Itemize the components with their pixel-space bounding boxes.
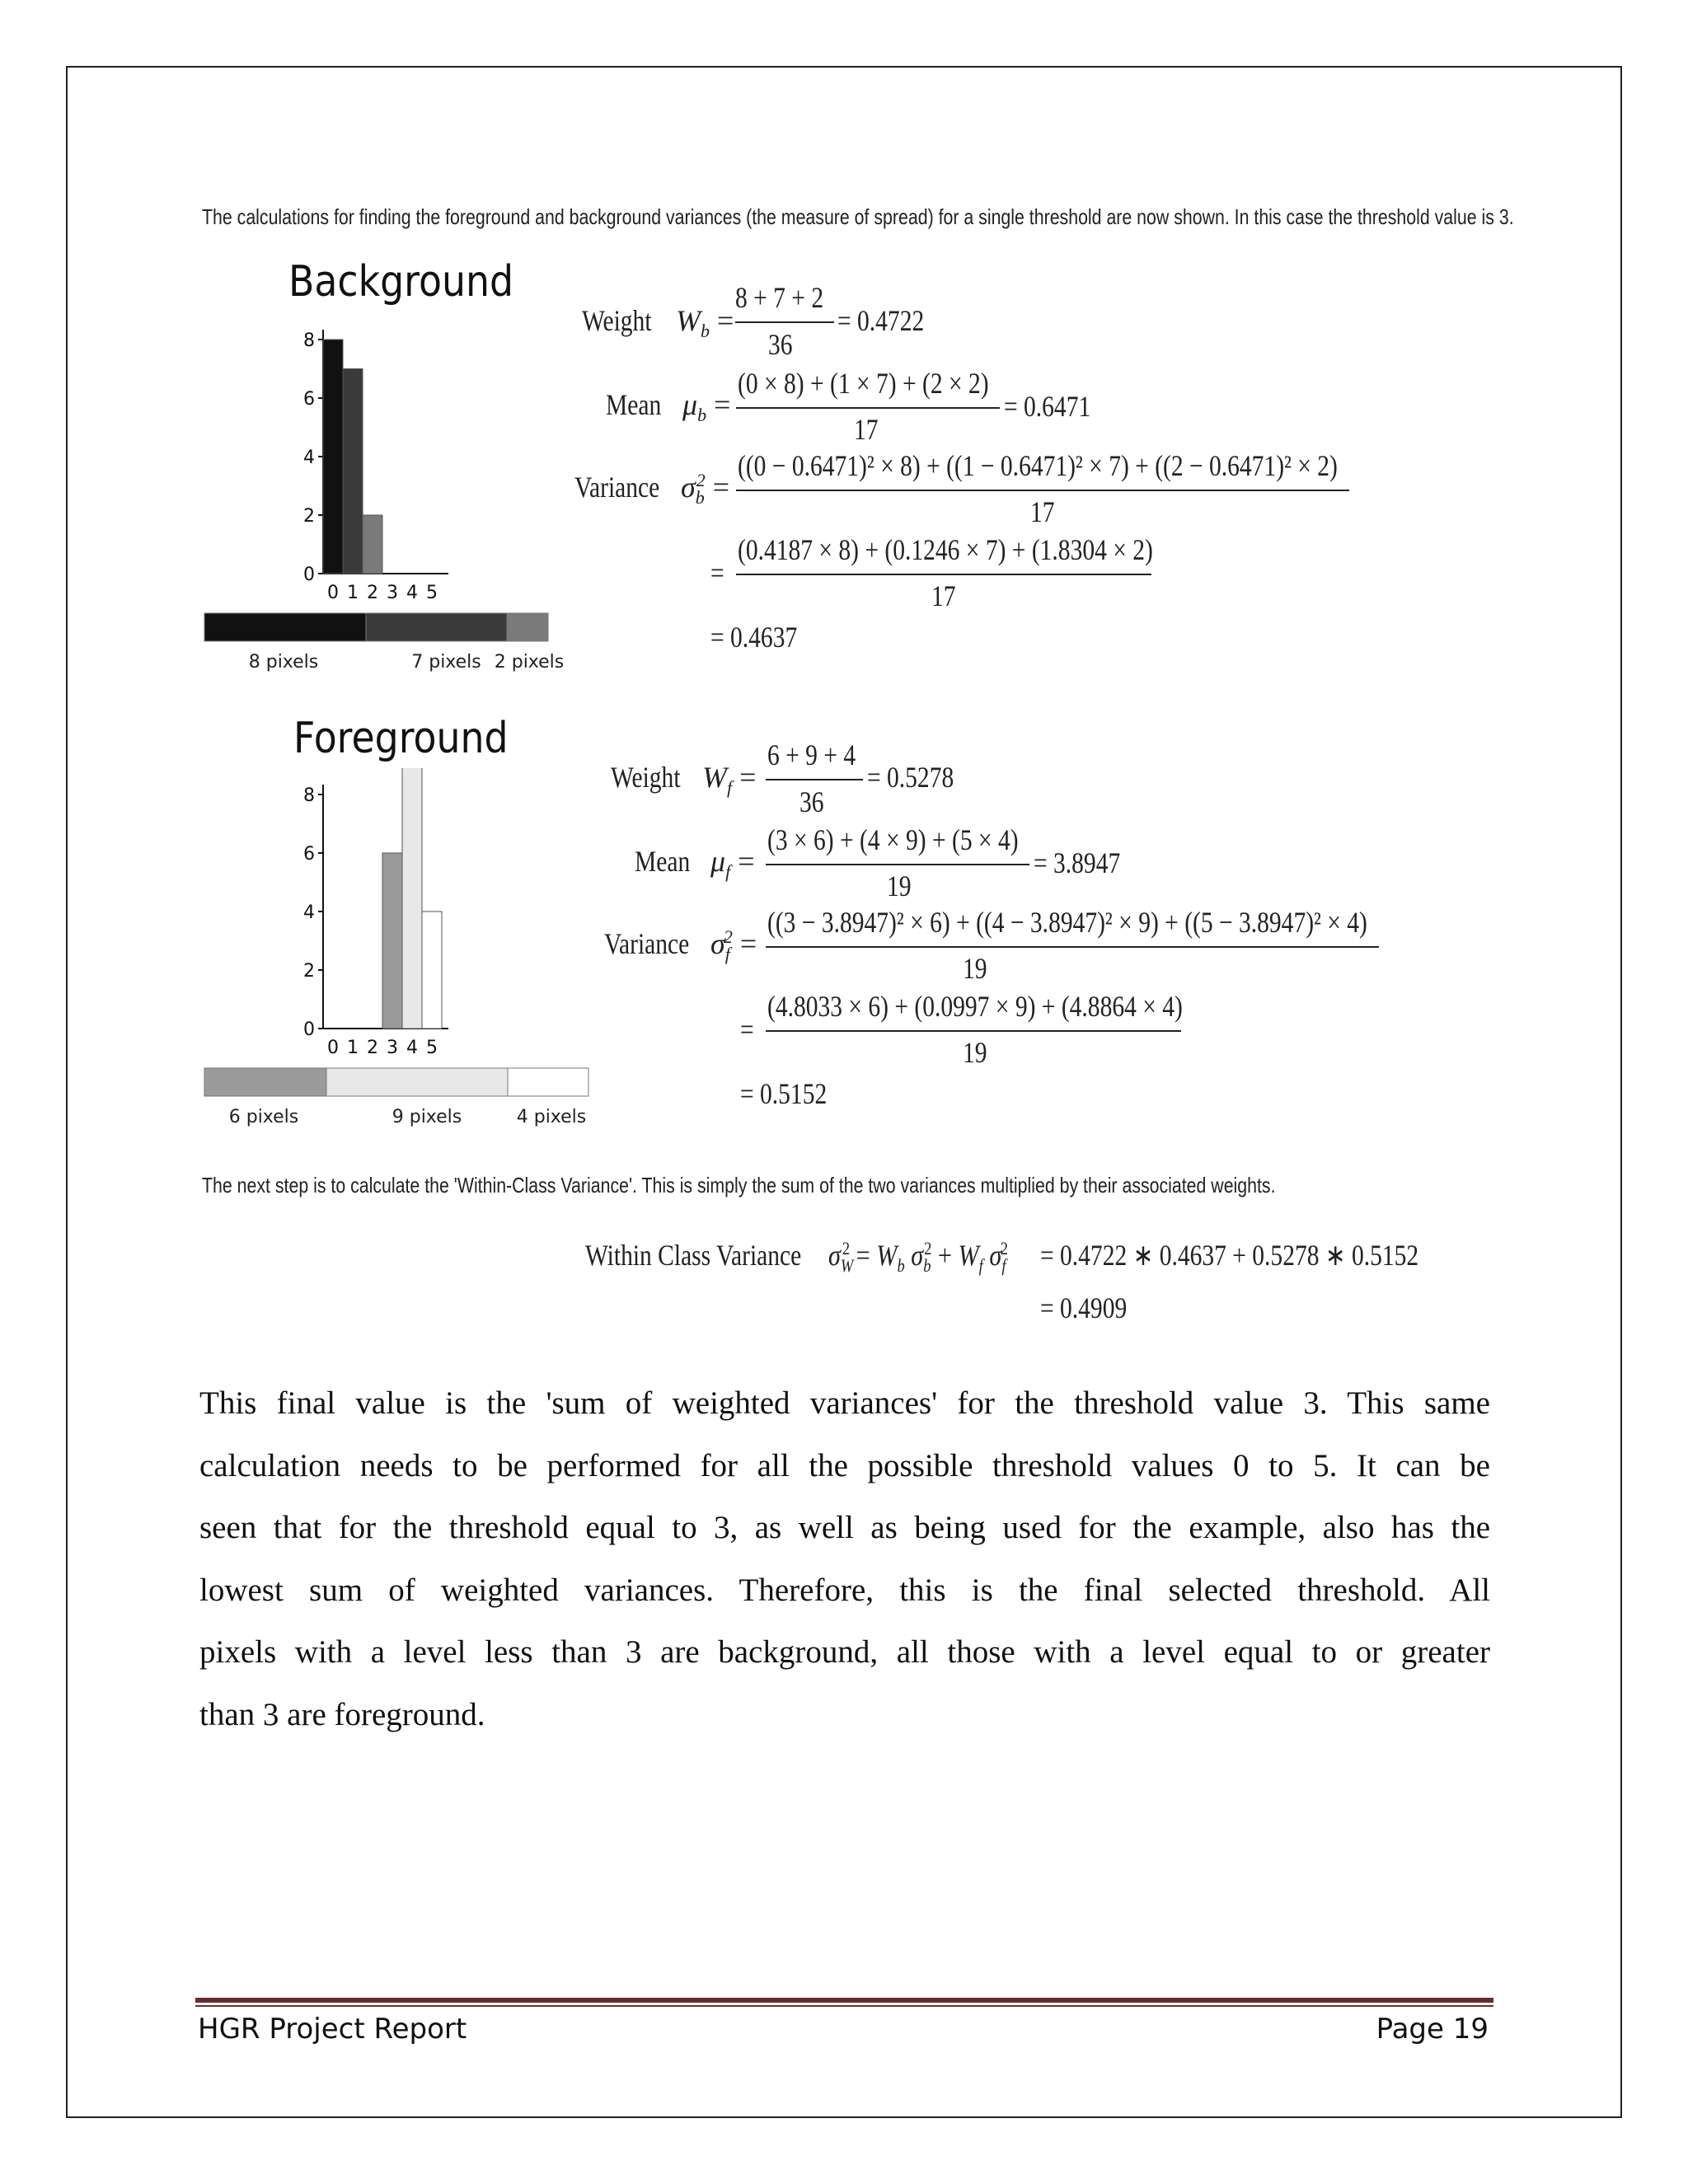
fg-mean-symbol: $\mu_f$ =: [710, 845, 755, 883]
x-tick-label: 1: [347, 583, 359, 603]
fg-weight-numerator: 6 + 9 + 4: [767, 738, 856, 771]
x-tick-label: 4: [406, 583, 418, 603]
bg-mean-label: Mean: [606, 388, 662, 421]
bg-weight-numerator: 8 + 7 + 2: [735, 281, 824, 314]
background-title: Background: [288, 257, 514, 307]
paragraph-line: than 3 are foreground.: [199, 1696, 485, 1732]
x-tick-label: 5: [426, 1038, 438, 1058]
histogram-bar: [402, 768, 422, 1029]
x-tick-label: 0: [327, 583, 339, 603]
bg-weight-symbol: $W_b$ =: [676, 304, 734, 342]
y-tick-label: 0: [303, 1019, 315, 1040]
foreground-histogram: [198, 768, 593, 1131]
bg-variance-denominator: 17: [1030, 495, 1055, 528]
within-class-result: = 0.4909: [1040, 1291, 1128, 1324]
within-class-caption: The next step is to calculate the 'Within-Class Variance'. This is simply the sum of the two variances multiplied by their associated weights.: [202, 1173, 1276, 1197]
fg-variance-numerator: ((3 − 3.8947)² × 6) + ((4 − 3.8947)² × 9) + ((5 − 3.8947)² × 4): [767, 906, 1367, 939]
x-tick-label: 4: [406, 1038, 418, 1058]
background-histogram: [198, 313, 577, 676]
paragraph-line: calculation needs to be performed for all the possible threshold values 0 to 5. It can be: [199, 1447, 1490, 1483]
intro-caption: The calculations for finding the foreground and background variances (the measure of spread) for a single threshold are now shown. In this case the threshold value is 3.: [202, 204, 1514, 229]
histogram-bar: [323, 340, 343, 574]
fg-weight-fraction-line: [766, 779, 863, 780]
footer-rule: [195, 1998, 1493, 2003]
x-tick-label: 2: [367, 583, 378, 603]
pixel-strip-label: 7 pixels: [411, 652, 481, 673]
y-tick-label: 4: [303, 448, 315, 468]
pixel-strip-segment: [204, 613, 366, 641]
bg-mean-denominator: 17: [854, 413, 879, 446]
footer-title: HGR Project Report: [198, 2013, 467, 2046]
y-tick-label: 2: [303, 506, 315, 527]
histogram-bar: [422, 912, 442, 1029]
histogram-bar: [343, 369, 363, 574]
histogram-bar: [382, 853, 402, 1029]
pixel-strip-segment: [366, 613, 507, 641]
bg-mean-numerator: (0 × 8) + (1 × 7) + (2 × 2): [738, 367, 989, 400]
fg-variance-equals: =: [740, 1013, 754, 1046]
bg-weight-fraction-line: [735, 321, 834, 323]
y-tick-label: 0: [303, 565, 315, 585]
pixel-strip-label: 2 pixels: [494, 652, 565, 673]
fg-mean-result: = 3.8947: [1034, 846, 1121, 879]
bg-variance-label: Variance: [574, 471, 660, 504]
bg-mean-symbol: $\mu_b$ =: [682, 388, 731, 426]
fg-weight-result: = 0.5278: [867, 761, 954, 794]
y-tick-label: 6: [303, 844, 315, 865]
x-tick-label: 3: [387, 1038, 398, 1058]
histogram-bar: [363, 515, 382, 574]
fg-mean-fraction-line: [766, 864, 1029, 865]
fg-mean-denominator: 19: [887, 869, 912, 902]
footer-rule-thin: [195, 2005, 1493, 2007]
within-class-label: Within Class Variance: [585, 1239, 802, 1272]
y-tick-label: 4: [303, 902, 315, 923]
paragraph-line: pixels with a level less than 3 are background, all those with a level equal to or greater: [199, 1634, 1490, 1670]
pixel-strip-label: 9 pixels: [392, 1107, 462, 1127]
y-tick-label: 2: [303, 961, 315, 982]
x-tick-label: 0: [327, 1038, 339, 1058]
bg-variance-fraction-line: [736, 490, 1349, 491]
x-tick-label: 3: [387, 583, 398, 603]
within-class-formula: $\sigma_W^2 = W_b$ $\sigma_b^2 + W_f$ $\sigma_f^2$: [828, 1238, 1008, 1277]
fg-weight-denominator: 36: [799, 785, 824, 818]
pixel-strip-label: 8 pixels: [248, 652, 319, 673]
bg-weight-result: = 0.4722: [837, 304, 925, 337]
bg-variance-numerator: ((0 − 0.6471)² × 8) + ((1 − 0.6471)² × 7) + ((2 − 0.6471)² × 2): [738, 449, 1338, 482]
fg-variance-fraction-line: [766, 946, 1379, 948]
foreground-title: Foreground: [293, 714, 509, 763]
fg-mean-label: Mean: [635, 845, 691, 878]
bg-weight-denominator: 36: [768, 328, 793, 361]
fg-variance-label: Variance: [604, 927, 690, 960]
fg-variance-denominator-2: 19: [963, 1036, 987, 1069]
bg-variance-equals: =: [710, 556, 724, 589]
fg-weight-symbol: $W_f$ =: [702, 761, 757, 799]
pixel-strip-segment: [508, 1068, 588, 1096]
x-tick-label: 5: [426, 583, 438, 603]
footer-page-number: Page 19: [1376, 2013, 1489, 2046]
fg-variance-symbol: $\sigma_f^2$ =: [710, 926, 757, 965]
body-paragraph: [199, 1372, 1490, 1746]
fg-variance-denominator: 19: [963, 952, 987, 985]
within-class-expression: = 0.4722 ∗ 0.4637 + 0.5278 ∗ 0.5152: [1040, 1239, 1419, 1272]
y-tick-label: 8: [303, 785, 315, 806]
pixel-strip-label: 4 pixels: [516, 1107, 587, 1127]
paragraph-line: lowest sum of weighted variances. Therefore, this is the final selected threshold. All: [199, 1572, 1490, 1608]
x-tick-label: 1: [347, 1038, 359, 1058]
bg-variance-result: = 0.4637: [710, 621, 798, 654]
paragraph-line: seen that for the threshold equal to 3, as well as being used for the example, also has the: [199, 1510, 1490, 1545]
bg-mean-result: = 0.6471: [1004, 390, 1091, 423]
bg-mean-fraction-line: [736, 407, 1000, 409]
bg-variance-symbol: $\sigma_b^2$ =: [681, 470, 730, 509]
y-tick-label: 6: [303, 389, 315, 410]
bg-variance-numerator-2: (0.4187 × 8) + (0.1246 × 7) + (1.8304 × 2): [738, 533, 1153, 566]
fg-variance-fraction-line-2: [766, 1030, 1181, 1032]
x-tick-label: 2: [367, 1038, 378, 1058]
bg-weight-label: Weight: [582, 304, 652, 337]
pixel-strip-label: 6 pixels: [228, 1107, 299, 1127]
bg-variance-denominator-2: 17: [931, 579, 956, 612]
pixel-strip-segment: [326, 1068, 508, 1096]
fg-weight-label: Weight: [611, 761, 681, 794]
paragraph-line: This final value is the 'sum of weighted variances' for the threshold value 3. This same: [199, 1385, 1490, 1421]
fg-variance-result: = 0.5152: [740, 1077, 828, 1110]
fg-variance-numerator-2: (4.8033 × 6) + (0.0997 × 9) + (4.8864 × 4): [767, 990, 1183, 1023]
y-tick-label: 8: [303, 330, 315, 351]
pixel-strip-segment: [507, 613, 548, 641]
fg-mean-numerator: (3 × 6) + (4 × 9) + (5 × 4): [767, 823, 1019, 856]
bg-variance-fraction-line-2: [736, 574, 1151, 575]
pixel-strip-segment: [204, 1068, 326, 1096]
